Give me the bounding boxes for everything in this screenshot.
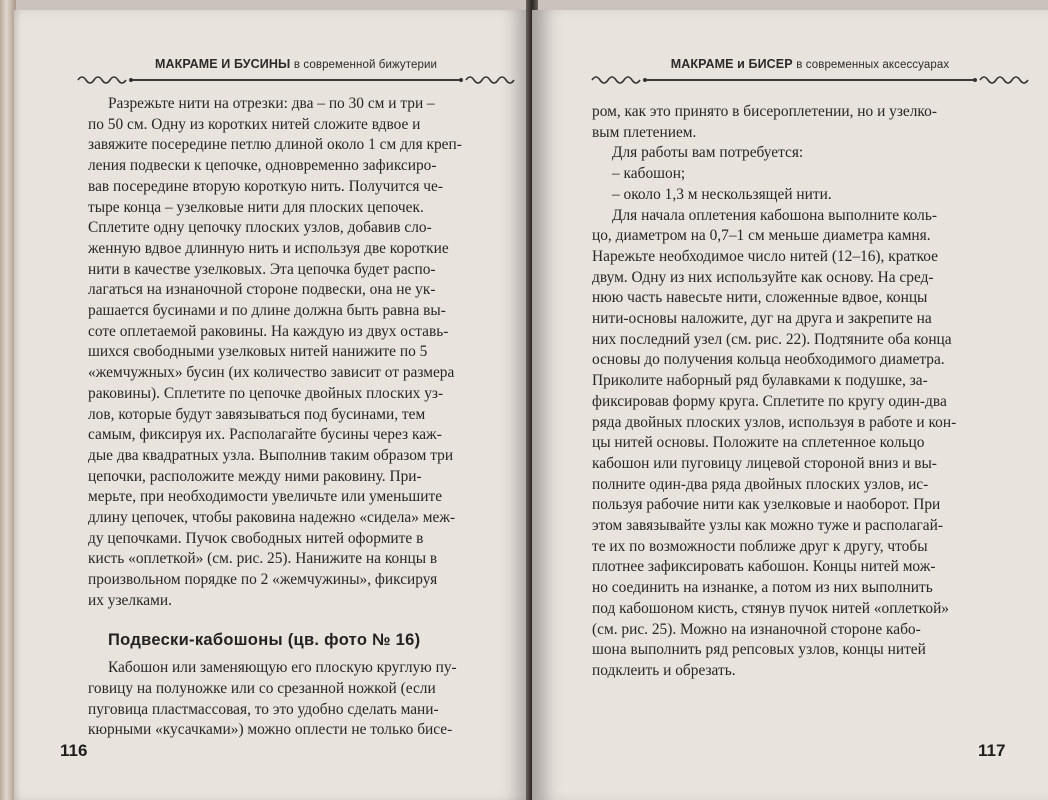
left-page — [14, 10, 530, 800]
text-line: нюю часть навесьте нити, сложенные вдвое, концы — [592, 289, 928, 307]
section-heading: Подвески-кабошоны (цв. фото № 16) — [108, 630, 421, 649]
text-line: те их по возможности поближе друг к другу, чтобы — [592, 537, 928, 555]
right-body-text — [592, 102, 1008, 682]
paragraph — [592, 206, 1008, 682]
header-rule — [646, 79, 974, 81]
header-title-rest: в современной бижутерии — [293, 59, 438, 71]
text-line: Для начала оплетения кабошона выполните коль- — [612, 206, 937, 224]
text-line: вым плетением. — [592, 123, 697, 141]
text-line: кисть «оплеткой» (см. рис. 25). Нанижите на концы в — [88, 550, 438, 568]
text-line: цо, диаметром на 0,7–1 см меньше диаметра камня. — [592, 227, 931, 245]
text-line: ром, как это принято в бисероплетении, но и узелко- — [592, 103, 937, 120]
materials-intro: Для работы вам потребуется: — [612, 144, 804, 162]
text-line: Кабошон или заменяющую его плоскую круглую пу- — [108, 659, 457, 677]
running-header — [76, 57, 516, 87]
header-title — [76, 57, 516, 71]
text-line: шихся свободными узелковых нитей нанижите по 5 — [88, 343, 428, 361]
text-line: шона выполнить ряд репсовых узлов, концы нитей — [592, 641, 926, 659]
text-line: женную вдвое длинную нить и используя две короткие — [88, 239, 449, 257]
scroll-ornament-icon — [458, 71, 516, 85]
text-line: этом завязывайте узлы как можно туже и располагай- — [592, 517, 943, 535]
text-line: кабошон или пуговицу лицевой стороной вниз и вы- — [592, 454, 937, 472]
text-line: – кабошон; — [612, 165, 686, 183]
text-line: по 50 см. Одну из коротких нитей сложите вдвое и — [88, 115, 421, 133]
text-line: раковины). Сплетите по цепочке двойных плоских уз- — [88, 384, 444, 402]
scroll-ornament-icon — [972, 71, 1030, 85]
text-line: завяжите посередине петлю длиной около 1 см для креп- — [88, 136, 462, 154]
paragraph — [88, 658, 508, 741]
text-line: говицу на полуножке или со срезанной ножкой (если — [88, 679, 436, 697]
text-line: их узелками. — [88, 591, 172, 609]
scroll-ornament-icon — [76, 71, 134, 85]
header-title-caps: МАКРАМЕ и БИСЕР — [670, 57, 793, 71]
text-line: плотнее зафиксировать кабошон. Концы нитей мож- — [592, 558, 936, 576]
text-line: нити в качестве узелковых. Эта цепочка будет распо- — [88, 260, 436, 278]
text-line: – около 1,3 м нескользящей нити. — [612, 185, 832, 203]
paragraph — [592, 102, 1008, 143]
header-rule — [132, 79, 460, 81]
text-line: пуговица пластмассовая, то это удобно сделать мани- — [88, 700, 439, 718]
text-line: дые два квадратных узла. Выполнив таким образом три — [88, 446, 454, 464]
text-line: произвольном порядке по 2 «жемчужины», фиксируя — [88, 571, 438, 589]
text-line: мерьте, при необходимости увеличьте или уменьшите — [88, 488, 443, 506]
text-line: самым, фиксируя их. Располагайте бусины через каж- — [88, 426, 442, 444]
left-body-text — [88, 94, 508, 741]
page-number: 117 — [978, 741, 1006, 760]
text-line: двум. Одну из них используйте как основу. На сред- — [592, 268, 934, 286]
right-page — [532, 10, 1048, 800]
text-line: лов, которые будут завязываться под бусинами, тем — [88, 405, 426, 423]
text-line: ления подвески к цепочке, одновременно зафиксиро- — [88, 157, 437, 175]
page-number: 116 — [60, 741, 88, 760]
text-line: но соединить на изнанке, а потом из них выполнить — [592, 579, 933, 597]
text-line: основы до получения кольца необходимого диаметра. — [592, 351, 945, 369]
materials-list — [592, 164, 1008, 205]
paragraph — [88, 94, 508, 612]
text-line: соте оплетаемой раковины. На каждую из двух оставь- — [88, 322, 449, 340]
text-line: фиксировав форму круга. Сплетите по кругу один-два — [592, 392, 947, 410]
text-line: Нарежьте необходимое число нитей (12–16), краткое — [592, 247, 938, 265]
scroll-ornament-icon — [590, 71, 648, 85]
text-line: длину цепочек, чтобы раковина надежно «сидела» меж- — [88, 509, 456, 527]
text-line: лагаться на изнаночной стороне подвески, она не ук- — [88, 281, 436, 299]
text-line: цепочки, расположите между ними раковину. При- — [88, 467, 422, 485]
text-line: Разрежьте нити на отрезки: два – по 30 см и три – — [108, 95, 435, 112]
text-line: (см. рис. 25). Можно на изнаночной стороне кабо- — [592, 620, 921, 638]
text-line: «жемчужных» бусин (их количество зависит от размера — [88, 364, 455, 382]
text-line: цы нитей основы. Положите на сплетенное кольцо — [592, 434, 925, 452]
running-header — [590, 57, 1030, 87]
text-line: вав посередине вторую короткую нить. Получится че- — [88, 177, 443, 195]
text-line: пользуя рабочие нити как узелковые и наоборот. При — [592, 496, 941, 514]
header-title-caps: МАКРАМЕ И БУСИНЫ — [154, 57, 291, 71]
text-line: Сплетите одну цепочку плоских узлов, добавив сло- — [88, 219, 432, 237]
text-line: Приколите наборный ряд булавками к подушке, за- — [592, 372, 928, 390]
header-title-rest: в современных аксессуарах — [796, 59, 950, 71]
header-title — [590, 57, 1030, 71]
text-line: них последний узел (см. рис. 22). Подтяните оба конца — [592, 330, 952, 348]
text-line: подклеить и обрезать. — [592, 661, 736, 679]
text-line: ду цепочками. Пучок свободных нитей оформите в — [88, 529, 424, 547]
text-line: кюрными «кусачками») можно оплести не только бисе- — [88, 721, 453, 739]
text-line: полните один-два ряда двойных плоских узлов, ис- — [592, 475, 929, 493]
text-line: рашается бусинами и по длине должна быть равна вы- — [88, 302, 446, 320]
text-line: под кабошоном кисть, стянув пучок нитей «оплеткой» — [592, 599, 949, 617]
text-line: тыре конца – узелковые нити для плоских цепочек. — [88, 198, 424, 216]
text-line: ряда двойных плоских узлов, используя в работе и кон- — [592, 413, 957, 431]
text-line: нити-основы наложите, дуг на друга и закрепите на — [592, 310, 932, 328]
